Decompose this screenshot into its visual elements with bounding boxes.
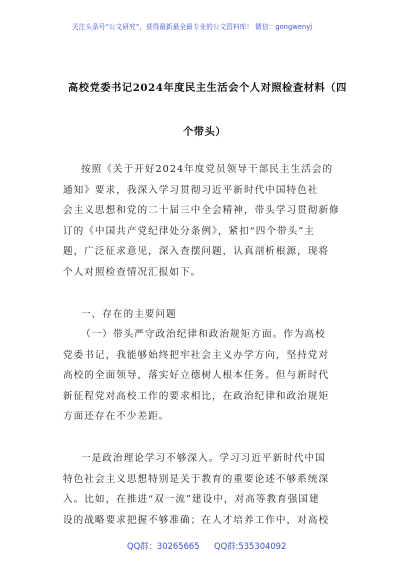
paragraph-line: 一是政治理论学习不够深入。学习习近平新时代中国 <box>81 453 326 464</box>
paragraph-intro <box>63 160 353 284</box>
paragraph-line: 通知》要求，我深入学习贯彻习近平新时代中国特色社 <box>63 184 319 196</box>
footer-qq-group-1: QQ群：30265665 <box>127 541 200 551</box>
paragraph-line: 设的战略要求把握不够准确；在人才培养工作中，对高校 <box>63 514 330 526</box>
paragraph-line: 题，广泛征求意见，深入查摆问题，认真剖析根源，现将 <box>63 246 330 258</box>
paragraph-line: 特色社会主义思想特别是关于教育的重要论述不够系统深 <box>63 473 330 485</box>
paragraph-line: 党委书记，我能够始终把牢社会主义办学方向，坚持党对 <box>63 349 330 361</box>
paragraph-political-discipline <box>63 325 353 428</box>
section-heading <box>63 305 353 326</box>
paragraph-theory-study <box>63 449 353 531</box>
paragraph-line: 方面还存在不少差距。 <box>63 411 170 423</box>
paragraph-line: 订的《中国共产党纪律处分条例》，紧扣“四个带头”主 <box>63 225 315 237</box>
paragraph-line: 按照《关于开好2024年度党员领导干部民主生活会的 <box>81 164 334 175</box>
document-title-line-1: 高校党委书记2024年度民主生活会个人对照检查材料（四 <box>68 82 347 94</box>
paragraph-line: 入。比如，在推进“双一流”建设中，对高等教育强国建 <box>63 494 320 506</box>
document-title-line-2: 个带头） <box>183 126 227 138</box>
paragraph-line: 个人对照检查情况汇报如下。 <box>63 266 202 278</box>
paragraph-line: 新征程党对高校工作的要求相比，在政治纪律和政治规矩 <box>63 390 330 402</box>
paragraph-line: 会主义思想和党的二十届三中全会精神，带头学习贯彻新修 <box>63 205 340 217</box>
paragraph-line: （一）带头严守政治纪律和政治规矩方面。作为高校 <box>81 329 326 340</box>
header-banner: 关注头条号“公文研究”，获得最新最全最专业的公文资料库！ 微信：gongwenyj <box>72 23 313 31</box>
paragraph-line: 高校的全面领导，落实好立德树人根本任务。但与新时代 <box>63 370 330 382</box>
section-heading-text: 一、存在的主要问题 <box>81 309 177 320</box>
footer-qq-group-2: QQ群:535304092 <box>214 541 287 551</box>
